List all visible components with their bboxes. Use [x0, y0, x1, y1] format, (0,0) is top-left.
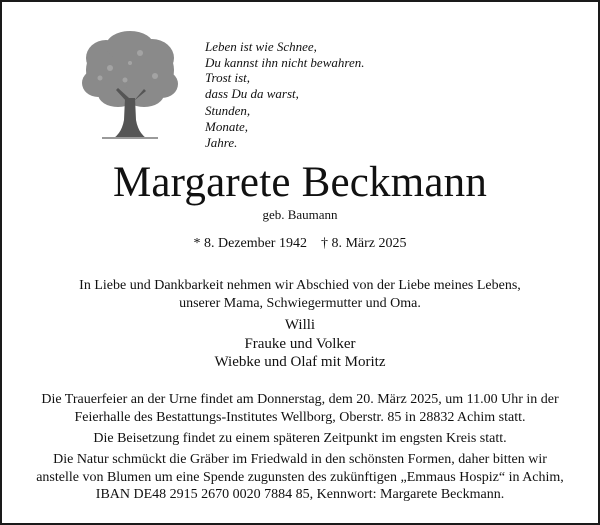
mourner: Wiebke und Olaf mit Moritz	[214, 354, 386, 370]
farewell-text	[2, 277, 598, 312]
poem	[205, 39, 364, 150]
donation-line: anstelle von Blumen um eine Spende zugunsten des zukünftigen „Emmaus Hospiz“ in Achim,	[36, 469, 564, 485]
farewell-line: unserer Mama, Schwiegermutter und Oma.	[179, 295, 421, 311]
poem-line: Du kannst ihn nicht bewahren.	[205, 54, 365, 70]
burial-note: Die Beisetzung findet zu einem späteren Zeitpunkt im engsten Kreis statt.	[93, 431, 507, 446]
tree-illustration	[80, 28, 180, 148]
poem-line: Stunden,	[205, 103, 251, 119]
donation-line: IBAN DE48 2915 2670 0020 7884 85, Kennwort: Margarete Beckmann.	[95, 487, 505, 502]
poem-line: Trost ist,	[205, 70, 251, 86]
service-line: Die Trauerfeier an der Urne findet am Donnerstag, dem 20. März 2025, um 11.00 Uhr in der	[41, 392, 559, 407]
life-dates	[2, 235, 598, 252]
donation-line: Die Natur schmückt die Gräber im Friedwald in den schönsten Formen, daher bitten wir	[53, 452, 547, 467]
mourners-list	[2, 316, 598, 372]
birth-date: * 8. Dezember 1942	[193, 236, 307, 251]
donation-request	[2, 451, 598, 504]
deceased-name: Margarete Beckmann	[112, 159, 488, 206]
mourner: Willi	[284, 317, 316, 333]
mourner: Frauke und Volker	[244, 335, 356, 352]
service-line: Feierhalle des Bestattungs-Institutes Wellborg, Oberstr. 85 in 28832 Achim statt.	[74, 409, 526, 425]
poem-line: Leben ist wie Schnee,	[205, 39, 317, 54]
farewell-line: In Liebe und Dankbarkeit nehmen wir Abschied von der Liebe meines Lebens,	[79, 278, 521, 293]
poem-line: dass Du da warst,	[205, 85, 299, 101]
birth-name: geb. Baumann	[262, 207, 338, 222]
poem-line: Monate,	[205, 118, 248, 134]
death-date: † 8. März 2025	[320, 236, 407, 251]
poem-line: Jahre.	[205, 134, 238, 150]
service-details	[2, 391, 598, 426]
